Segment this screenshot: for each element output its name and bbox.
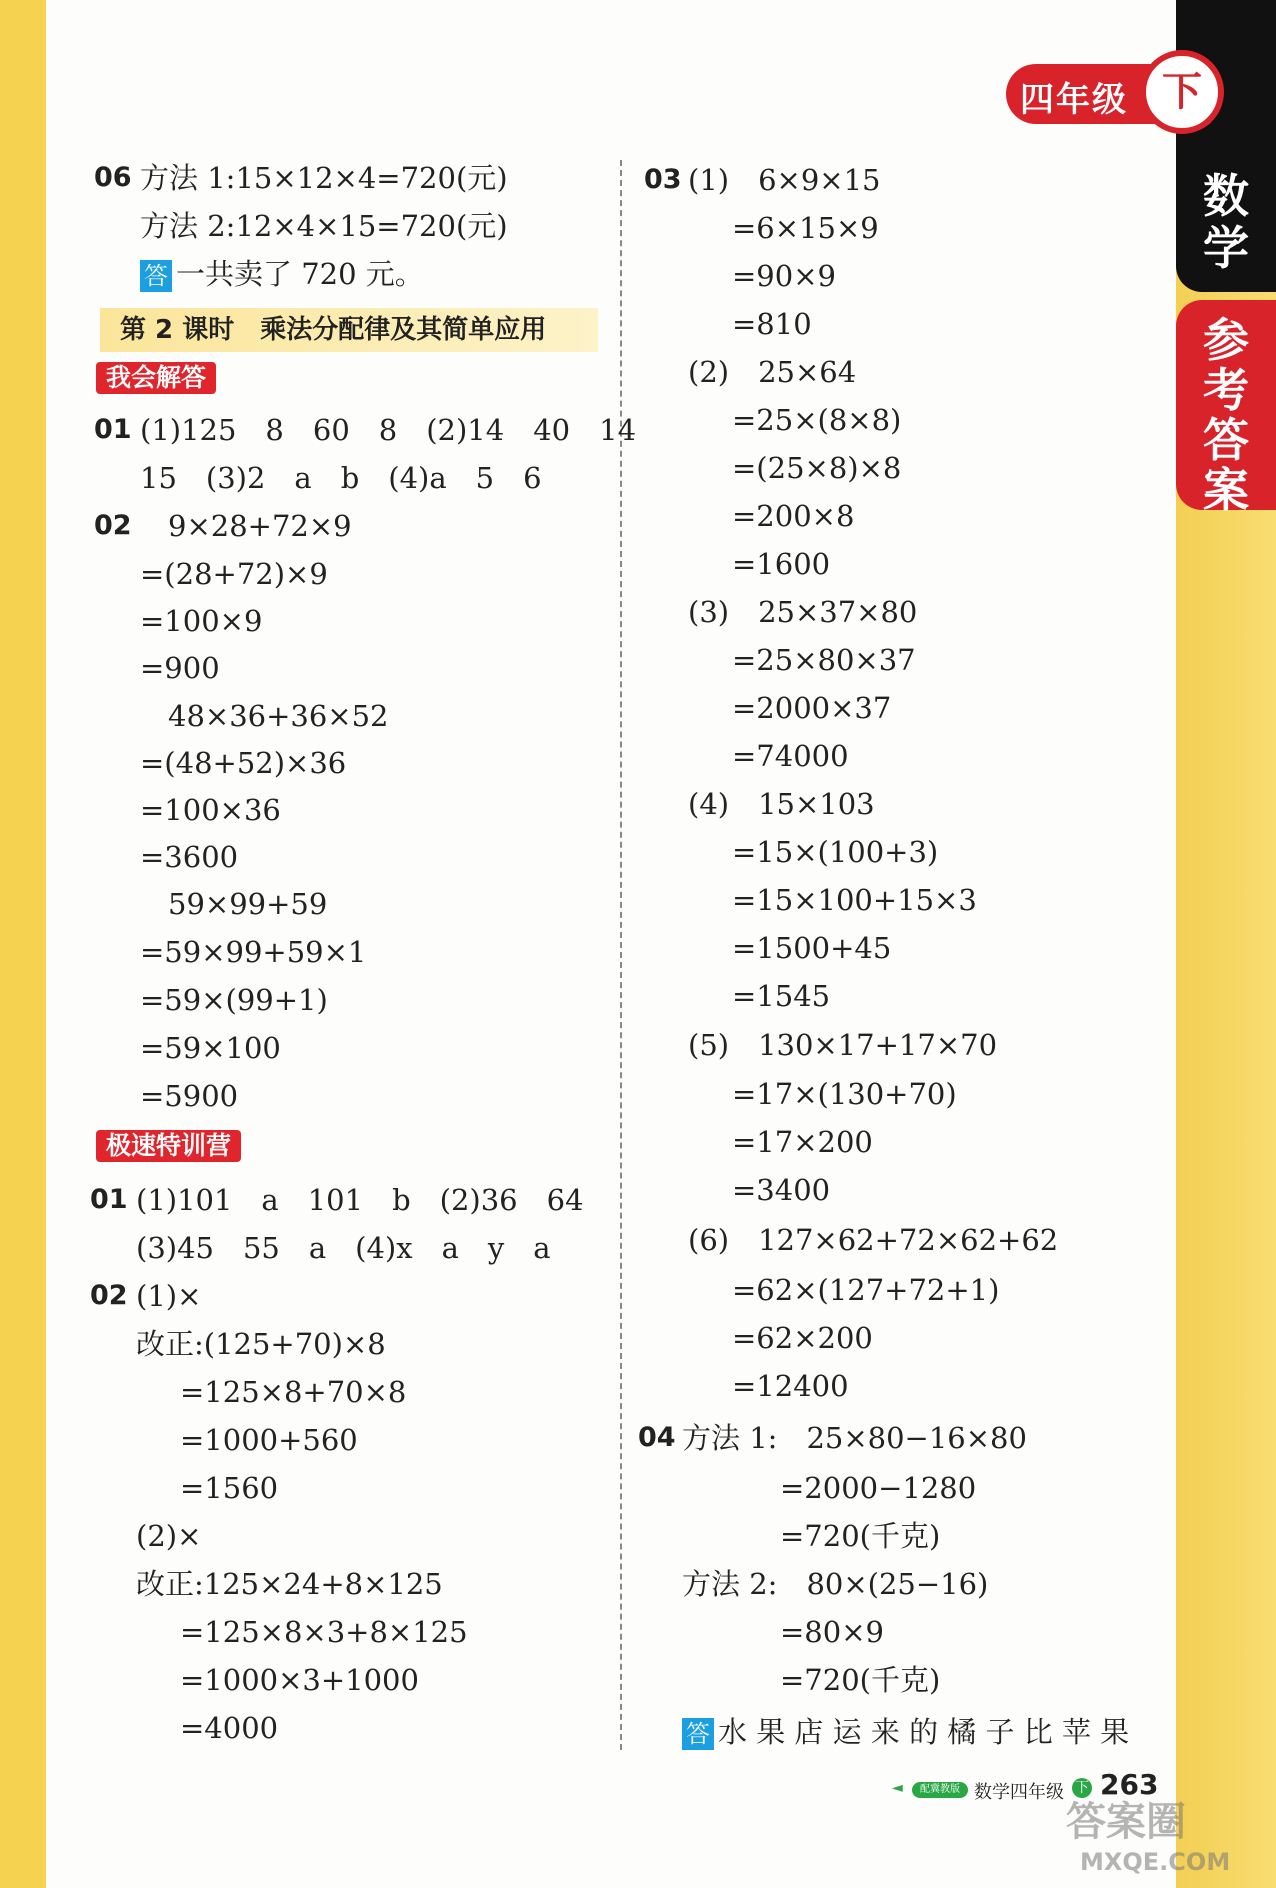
q03-line: =1600 [732,547,831,581]
q03-line: =15×(100+3) [732,835,939,869]
s1q02-line: =100×36 [140,793,281,827]
q04-answer-text: 水 果 店 运 来 的 橘 子 比 苹 果 [718,1715,1130,1749]
s2q02-line: =1000+560 [180,1423,358,1457]
s2q02-line: =1560 [180,1471,279,1505]
s2q02-line: (2)× [136,1519,202,1553]
q04-line: =80×9 [780,1615,884,1649]
s1q01-number: 01 [94,414,132,445]
s2q02-line: (1)× [136,1279,202,1313]
q03-line: =810 [732,307,812,341]
section-badge-1: 我会解答 [96,362,216,394]
term-badge: 下 [1140,50,1224,134]
section-char-4: 案 [1203,463,1249,517]
q04-line: 方法 2: 80×(25−16) [682,1567,989,1601]
s1q02-line: =59×99+59×1 [140,935,367,969]
q06-answer-text: 一共卖了 720 元。 [176,257,424,291]
s2q02-line: =4000 [180,1711,279,1745]
q04-number: 04 [638,1422,676,1453]
q03-line: =(25×8)×8 [732,451,902,485]
q04-answer [682,1712,1129,1752]
q03-line: =200×8 [732,499,855,533]
q03-line: =25×(8×8) [732,403,902,437]
s2q02-line: 改正:125×24+8×125 [136,1567,443,1601]
s2q02-line: =1000×3+1000 [180,1663,419,1697]
s2q01-number: 01 [90,1184,128,1215]
q03-line: =90×9 [732,259,836,293]
s1q02-line: =100×9 [140,604,263,638]
s1q02-line: 48×36+36×52 [168,699,389,733]
column-divider [620,160,622,1750]
section-tab [1176,300,1276,517]
s2q02-line: =125×8+70×8 [180,1375,407,1409]
s2q02-number: 02 [90,1280,128,1311]
footer-arrow-icon: ◄ [892,1780,903,1796]
subject-char-2: 学 [1203,221,1249,275]
q03-line: (5) 130×17+17×70 [688,1028,998,1062]
q03-line: =2000×37 [732,691,892,725]
q03-line: (4) 15×103 [688,787,875,821]
q06-line-2: 方法 2:12×4×15=720(元) [140,209,508,243]
watermark-logo: 答案圈 [1066,1799,1186,1845]
q03-line: =74000 [732,739,849,773]
lesson-title: 第 2 课时 乘法分配律及其简单应用 [100,308,598,352]
s1q02-line: 59×99+59 [168,887,328,921]
grade-label: 四年级 [1020,80,1128,120]
q03-line: (2) 25×64 [688,355,857,389]
q03-line: =62×200 [732,1321,873,1355]
q06-answer [140,254,424,294]
subject-char-1: 数 [1203,169,1249,223]
s1q02-line: =(48+52)×36 [140,746,347,780]
q03-line: =62×(127+72+1) [732,1273,1000,1307]
left-edge-strip [0,0,46,1888]
s1q02-line: =(28+72)×9 [140,557,328,591]
footer-term-badge: 下 [1072,1778,1092,1798]
q04-line: =2000−1280 [780,1471,977,1505]
s1q02-line: =900 [140,651,220,685]
section-char-1: 参 [1203,313,1249,367]
footer-logo: 配冀教版 [912,1782,968,1798]
q03-line: =17×200 [732,1125,873,1159]
answer-icon: 答 [140,260,172,292]
q03-line: (6) 127×62+72×62+62 [688,1223,1059,1257]
q06-number: 06 [94,162,132,193]
s2q01-line-1: (1)101 a 101 b (2)36 64 [136,1183,584,1217]
section-badge-2: 极速特训营 [96,1130,241,1162]
s2q01-line-2: (3)45 55 a (4)x a y a [136,1231,551,1265]
q04-line: =720(千克) [780,1663,941,1697]
q03-line: =1500+45 [732,931,892,965]
q03-line: =25×80×37 [732,643,916,677]
s1q02-number: 02 [94,510,132,541]
s1q02-line: =59×(99+1) [140,983,328,1017]
q03-line: (1) 6×9×15 [688,163,881,197]
s1q02-line: =59×100 [140,1031,281,1065]
s2q02-line: =125×8×3+8×125 [180,1615,468,1649]
q03-line: =15×100+15×3 [732,883,977,917]
section-char-3: 答 [1203,413,1249,467]
q03-line: =3400 [732,1173,831,1207]
q03-line: =6×15×9 [732,211,879,245]
answer-icon: 答 [682,1718,714,1750]
q04-line: =720(千克) [780,1519,941,1553]
section-char-2: 考 [1203,363,1249,417]
subject-tab [1176,0,1276,292]
q04-line: 方法 1: 25×80−16×80 [682,1421,1027,1455]
s1q02-line: 9×28+72×9 [168,509,352,543]
s1q02-line: =5900 [140,1079,239,1113]
q03-number: 03 [644,164,682,195]
q03-line: (3) 25×37×80 [688,595,918,629]
s1q02-line: =3600 [140,840,239,874]
s2q02-line: 改正:(125+70)×8 [136,1327,386,1361]
watermark-url: MXQE.COM [1080,1848,1231,1876]
s1q01-line-2: 15 (3)2 a b (4)a 5 6 [140,461,542,495]
footer-label: 数学四年级 [974,1782,1064,1803]
q03-line: =12400 [732,1369,849,1403]
q03-line: =1545 [732,979,831,1013]
page-number: 263 [1100,1768,1159,1801]
s1q01-line-1: (1)125 8 60 8 (2)14 40 14 [140,413,637,447]
q06-line-1: 方法 1:15×12×4=720(元) [140,161,508,195]
q03-line: =17×(130+70) [732,1077,957,1111]
